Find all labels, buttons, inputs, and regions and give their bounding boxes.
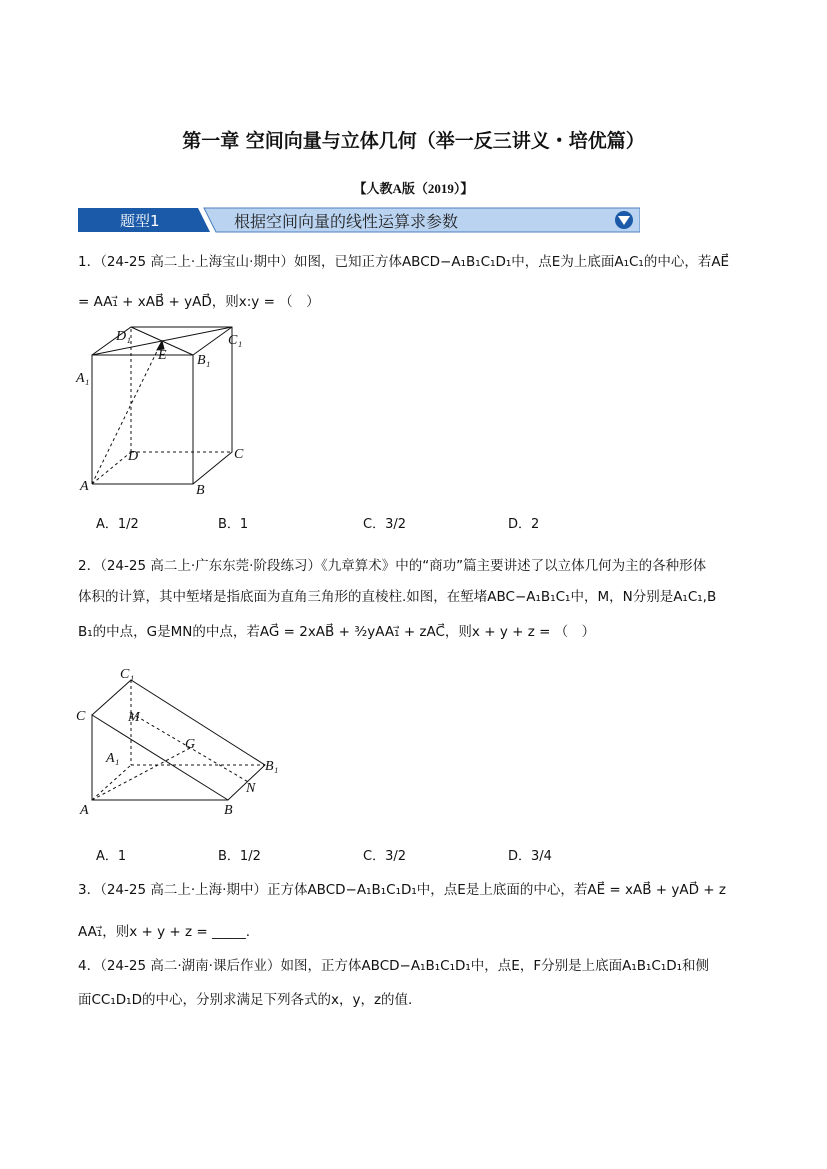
q3-line2: AA₁⃗，则x + y + z = _____. xyxy=(78,924,251,940)
q1-line2: = AA₁⃗ + xAB⃗ + yAD⃗，则x:y = （ ） xyxy=(78,294,320,310)
page-title: 第一章 空间向量与立体几何（举一反三讲义・培优篇） xyxy=(182,130,645,152)
q2-option-c[interactable]: C．3/2 xyxy=(363,849,406,864)
section-banner xyxy=(78,206,640,234)
label-C1: C₁ xyxy=(120,667,135,682)
label-B1: B₁ xyxy=(265,759,279,774)
label-B1: B₁ xyxy=(197,353,211,368)
q1-option-a[interactable]: A．1/2 xyxy=(96,517,139,532)
q1-option-b[interactable]: B．1 xyxy=(218,517,249,532)
q1-line1: 1．（24-25 高二上·上海宝山·期中）如图，已知正方体ABCD−A₁B₁C₁D₁中，点E为上底面A₁C₁的中心，若AE⃗ xyxy=(78,254,730,270)
label-N: N xyxy=(246,781,256,796)
label-A1: A₁ xyxy=(76,371,90,386)
label-C1: C₁ xyxy=(228,333,243,348)
q4-line1: 4．（24-25 高二·湖南·课后作业）如图，正方体ABCD−A₁B₁C₁D₁中，点E，F分别是上底面A₁B₁C₁D₁和侧 xyxy=(78,958,710,974)
q2-option-a[interactable]: A．1 xyxy=(96,849,127,864)
label-B: B xyxy=(224,803,233,818)
label-D: D xyxy=(128,449,139,464)
label-G: G xyxy=(185,737,196,752)
label-B: B xyxy=(196,483,205,498)
q2-option-d[interactable]: D．3/4 xyxy=(508,849,552,864)
label-A1: A₁ xyxy=(106,751,120,766)
prism-figure xyxy=(70,660,290,820)
label-C: C xyxy=(234,447,244,462)
label-M: M xyxy=(128,710,140,725)
edition-subtitle: 【人教A版（2019）】 xyxy=(353,181,474,196)
label-A: A xyxy=(80,479,89,494)
label-E: E xyxy=(158,348,167,363)
q3-line1: 3．（24-25 高二上·上海·期中）正方体ABCD−A₁B₁C₁D₁中，点E是上底面的中心，若AE⃗ = xAB⃗ + yAD⃗ + z xyxy=(78,882,726,898)
section-tag: 题型1 xyxy=(120,212,160,230)
label-A: A xyxy=(80,803,89,818)
q2-line3: B₁的中点，G是MN的中点，若AG⃗ = 2xAB⃗ + ³⁄₂yAA₁⃗ + zAC⃗，则x + y + z = （ ） xyxy=(78,624,596,640)
q1-option-c[interactable]: C．3/2 xyxy=(363,517,406,532)
q4-line2: 面CC₁D₁D的中心，分别求满足下列各式的x，y，z的值. xyxy=(78,992,413,1008)
cube-figure xyxy=(70,320,270,500)
q1-option-d[interactable]: D．2 xyxy=(508,517,540,532)
label-C: C xyxy=(76,709,86,724)
section-heading: 根据空间向量的线性运算求参数 xyxy=(234,212,459,231)
q2-line2: 体积的计算，其中堑堵是指底面为直角三角形的直棱柱.如图，在堑堵ABC−A₁B₁C₁中，M，N分别是A₁C₁,B xyxy=(78,589,717,605)
q2-option-b[interactable]: B．1/2 xyxy=(218,849,261,864)
label-D1: D₁ xyxy=(116,329,131,344)
q2-line1: 2．（24-25 高二上·广东东莞·阶段练习）《九章算术》中的“商功”篇主要讲述了以立体几何为主的各种形体 xyxy=(78,558,707,574)
